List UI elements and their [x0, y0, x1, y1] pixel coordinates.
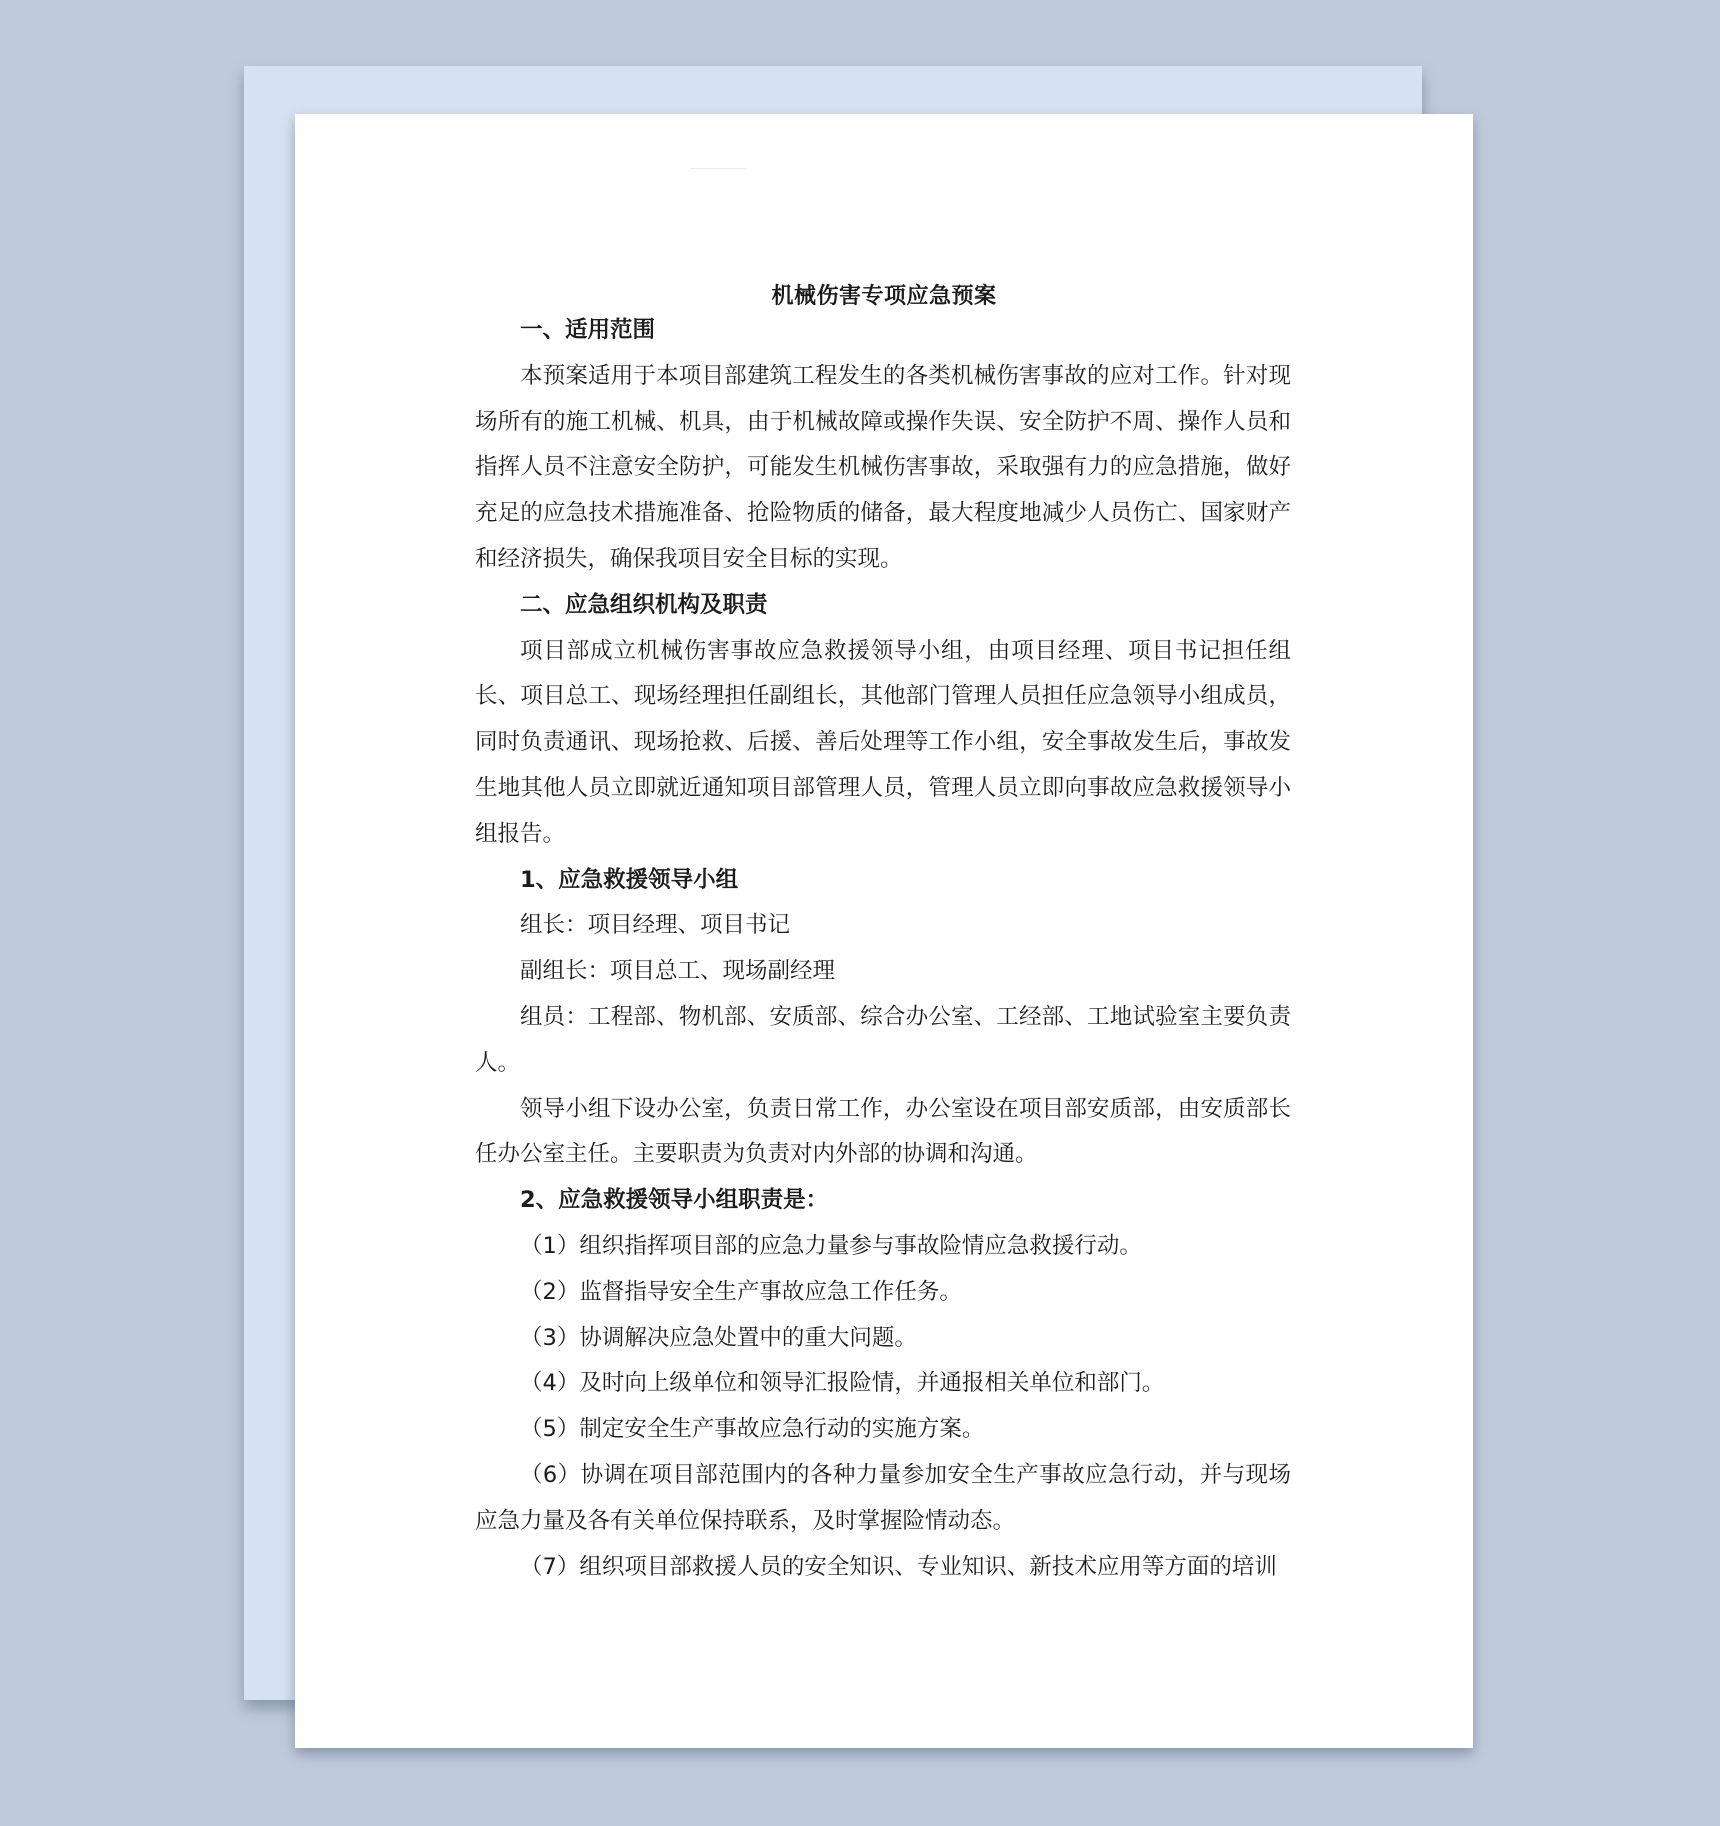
section-heading: 2、应急救援领导小组职责是：	[520, 1187, 829, 1214]
section-heading: 1、应急救援领导小组	[520, 866, 739, 893]
document-page	[295, 114, 1473, 1748]
body-paragraph: （2）监督指导安全生产事故应急工作任务。	[520, 1278, 962, 1305]
section-heading: 二、应急组织机构及职责	[520, 591, 768, 618]
body-paragraph: 领导小组下设办公室，负责日常工作，办公室设在项目部安质部，由安质部长任办公室主任。主要职责为负责对内外部的协调和沟通。	[475, 1095, 1291, 1168]
document-title: 机械伤害专项应急预案	[771, 284, 997, 309]
body-paragraph: （5）制定安全生产事故应急行动的实施方案。	[520, 1416, 985, 1443]
body-paragraph: （7）组织项目部救援人员的安全知识、专业知识、新技术应用等方面的培训	[520, 1553, 1277, 1580]
body-paragraph: （6）协调在项目部范围内的各种力量参加安全生产事故应急行动，并与现场应急力量及各有关单位保持联系，及时掌握险情动态。	[475, 1461, 1291, 1534]
body-paragraph: （1）组织指挥项目部的应急力量参与事故险情应急救援行动。	[520, 1232, 1142, 1259]
body-paragraph: 本预案适用于本项目部建筑工程发生的各类机械伤害事故的应对工作。针对现场所有的施工机械、机具，由于机械故障或操作失误、安全防护不周、操作人员和指挥人员不注意安全防护，可能发生机械伤害事故，采取强有力的应急措施，做好充足的应急技术措施准备、抢险物质的储备，最大程度地减少人员伤亡、国家财产和经济损失，确保我项目安全目标的实现。	[475, 362, 1291, 572]
body-paragraph: （4）及时向上级单位和领导汇报险情，并通报相关单位和部门。	[520, 1370, 1165, 1397]
body-paragraph: 组长：项目经理、项目书记	[520, 912, 791, 939]
body-paragraph: 项目部成立机械伤害事故应急救援领导小组，由项目经理、项目书记担任组长、项目总工、现场经理担任副组长，其他部门管理人员担任应急领导小组成员，同时负责通讯、现场抢救、后援、善后处理等工作小组，安全事故发生后，事故发生地其他人员立即就近通知项目部管理人员，管理人员立即向事故应急救援领导小组报告。	[475, 637, 1291, 847]
header-mark	[690, 168, 746, 169]
body-paragraph: （3）协调解决应急处置中的重大问题。	[520, 1324, 917, 1351]
body-paragraph: 副组长：项目总工、现场副经理	[520, 958, 836, 985]
document-body	[475, 308, 1291, 1590]
section-heading: 一、适用范围	[520, 317, 656, 343]
body-paragraph: 组员：工程部、物机部、安质部、综合办公室、工经部、工地试验室主要负责人。	[475, 1003, 1291, 1076]
